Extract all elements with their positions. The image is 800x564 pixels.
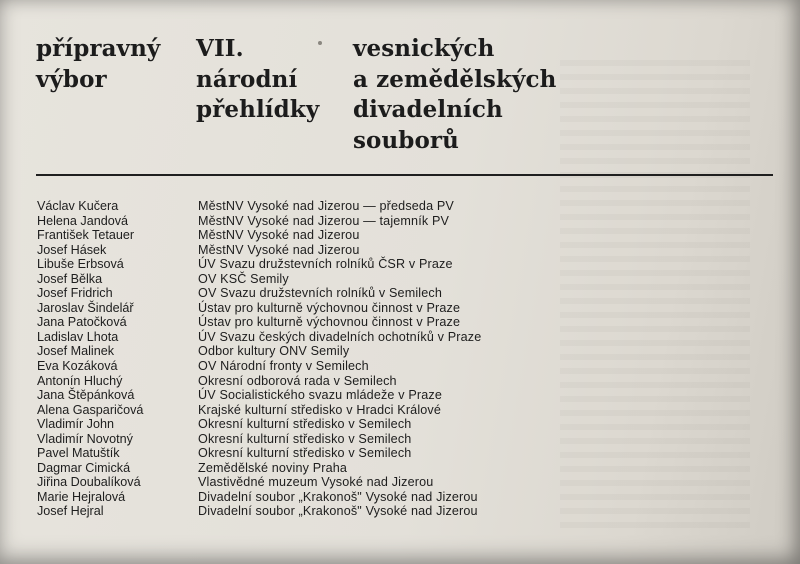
member-organization: Odbor kultury ONV Semily <box>198 344 350 359</box>
member-name: Josef Hejral <box>37 504 104 519</box>
member-organization: OV Národní fronty v Semilech <box>198 359 369 374</box>
heading-line: výbor <box>36 65 107 93</box>
member-name: Alena Gasparičová <box>37 402 144 417</box>
member-name: Václav Kučera <box>37 199 119 213</box>
member-organization: Okresní kulturní středisko v Semilech <box>198 417 412 432</box>
member-name: Antonín Hluchý <box>37 373 123 388</box>
member-name: Josef Hásek <box>37 242 107 257</box>
member-organization: Divadelní soubor „Krakonoš" Vysoké nad Jizerou <box>198 489 478 504</box>
heading-line: souborů <box>353 126 459 154</box>
member-name: Josef Fridrich <box>37 286 113 301</box>
heading-line: divadelních <box>353 96 503 123</box>
member-name: Ladislav Lhota <box>37 329 119 344</box>
heading-line: národní <box>196 65 298 93</box>
member-name: Libuše Erbsová <box>37 257 124 272</box>
member-organization: MěstNV Vysoké nad Jizerou — tajemník PV <box>198 213 450 228</box>
member-name: Jana Štěpánková <box>37 388 135 403</box>
member-name: Helena Jandová <box>37 213 129 228</box>
member-name: Dagmar Cimická <box>37 460 131 475</box>
member-organization: OV KSČ Semily <box>198 271 289 286</box>
heading-line: přehlídky <box>196 96 320 123</box>
member-organization: Okresní odborová rada v Semilech <box>198 373 397 388</box>
member-organization: Okresní kulturní středisko v Semilech <box>198 446 412 461</box>
member-name: Jaroslav Šindelář <box>37 300 134 315</box>
heading-line: VII. <box>196 35 244 62</box>
heading-committee <box>36 34 160 95</box>
member-organization: MěstNV Vysoké nad Jizerou — předseda PV <box>198 199 454 213</box>
horizontal-rule <box>36 174 773 176</box>
member-organization: Ústav pro kulturně výchovnou činnost v Praze <box>198 315 461 330</box>
member-name: Jana Patočková <box>37 315 127 330</box>
member-name: Pavel Matuštík <box>37 446 120 461</box>
member-name: Marie Hejralová <box>37 489 126 504</box>
member-name: Josef Malinek <box>37 344 114 359</box>
member-organization: Divadelní soubor „Krakonoš" Vysoké nad Jizerou <box>198 504 478 519</box>
heading-line: přípravný <box>36 35 161 62</box>
heading-ensembles <box>353 34 556 156</box>
member-organization: ÚV Svazu českých divadelních ochotníků v Praze <box>198 329 482 344</box>
heading-line: vesnických <box>353 35 495 62</box>
member-organization: Zemědělské noviny Praha <box>198 460 348 475</box>
member-name: Vladimír Novotný <box>37 431 133 446</box>
show-through-texture <box>560 60 750 530</box>
heading-showcase <box>196 34 319 126</box>
heading-line: a zemědělských <box>353 65 557 93</box>
member-name: Eva Kozáková <box>37 359 118 374</box>
member-name: Vladimír John <box>37 417 114 432</box>
member-organization: Vlastivědné muzeum Vysoké nad Jizerou <box>198 475 434 490</box>
decorative-dot <box>318 41 322 45</box>
member-organization: Krajské kulturní středisko v Hradci Králové <box>198 402 442 417</box>
member-organization: OV Svazu družstevních rolníků v Semilech <box>198 286 442 301</box>
member-organization: MěstNV Vysoké nad Jizerou <box>198 242 360 257</box>
member-organization: ÚV Socialistického svazu mládeže v Praze <box>198 388 442 403</box>
member-organization: MěstNV Vysoké nad Jizerou <box>198 228 360 243</box>
member-organization: Okresní kulturní středisko v Semilech <box>198 431 412 446</box>
member-name: Josef Bělka <box>37 271 103 286</box>
member-name: Jiřina Doubalíková <box>37 475 141 490</box>
member-organization: ÚV Svazu družstevních rolníků ČSR v Praze <box>198 257 453 272</box>
member-name: František Tetauer <box>37 228 135 243</box>
member-organization: Ústav pro kulturně výchovnou činnost v Praze <box>198 300 461 315</box>
